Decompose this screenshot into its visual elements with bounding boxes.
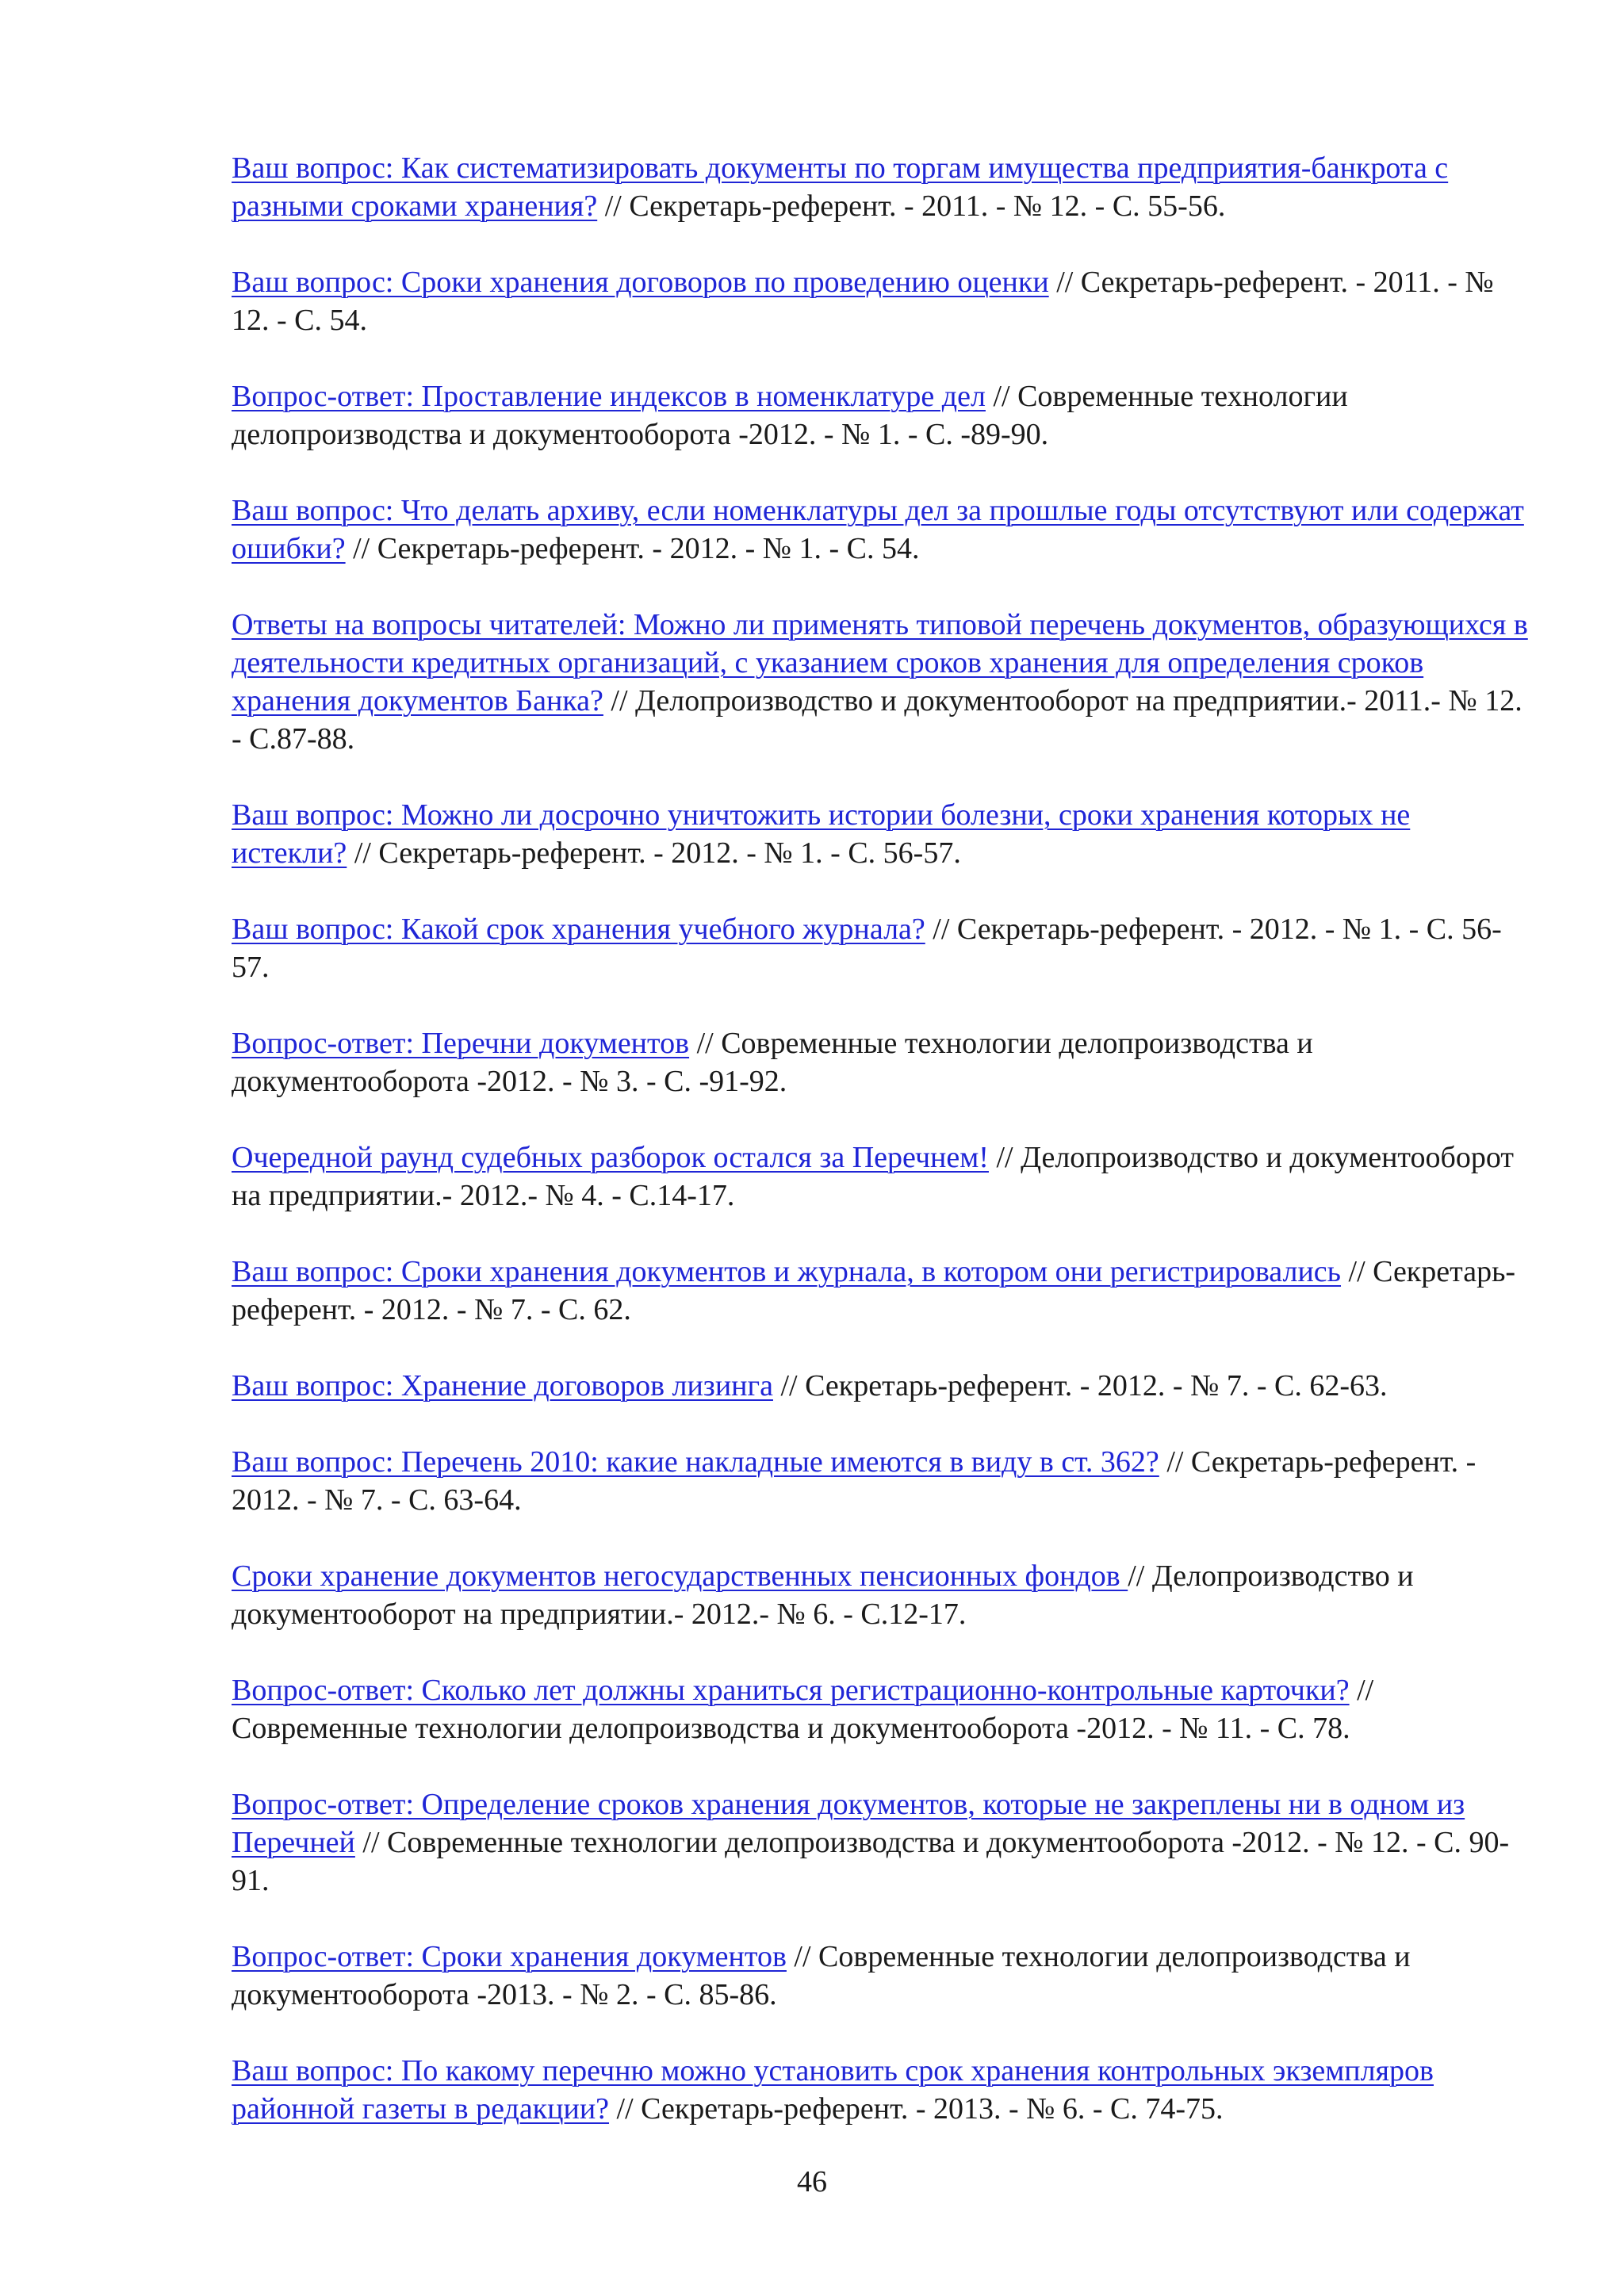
entry-source: // Современные технологии делопроизводства и документооборота -2012. - № 3. - С. -91-92. (232, 1027, 1313, 1098)
entry-link[interactable]: Ваш вопрос: Какой срок хранения учебного журнала? (232, 913, 925, 946)
entry-link[interactable]: Вопрос-ответ: Перечни документов (232, 1027, 690, 1060)
entry-link[interactable]: Сроки хранение документов негосударственных пенсионных фондов (232, 1559, 1128, 1593)
entry-link[interactable]: Ответы на вопросы читателей: Можно ли применять типовой перечень документов, образующихся в деятельности кредитных организаций, с указанием сроков хранения для определения сроков хранения документов Банка? (232, 608, 1528, 718)
bibliography-entry (232, 1253, 1532, 1329)
entry-link[interactable]: Ваш вопрос: Сроки хранения договоров по проведению оценки (232, 266, 1049, 299)
entry-source: // Делопроизводство и документооборот на предприятии.- 2012.- № 6. - С.12-17. (232, 1559, 1414, 1631)
entry-source: // Секретарь-референт. - 2013. - № 6. - С. 74-75. (609, 2092, 1224, 2126)
entry-source: // Секретарь-референт. - 2012. - № 7. - С. 62. (232, 1255, 1516, 1326)
entry-link[interactable]: Ваш вопрос: Можно ли досрочно уничтожить истории болезни, сроки хранения которых не истекли? (232, 798, 1411, 870)
bibliography-entry (232, 1367, 1532, 1405)
bibliography-entry (232, 1443, 1532, 1519)
entry-source: // Секретарь-референт. - 2011. - № 12. - С. 55-56. (597, 189, 1226, 223)
entry-link[interactable]: Вопрос-ответ: Сколько лет должны храниться регистрационно-контрольные карточки? (232, 1674, 1350, 1707)
entry-link[interactable]: Ваш вопрос: Что делать архиву, если номенклатуры дел за прошлые годы отсутствуют или содержат ошибки? (232, 494, 1524, 565)
bibliography-entry (232, 492, 1532, 568)
entry-source: // Секретарь-референт. - 2012. - № 7. - С. 62-63. (772, 1369, 1388, 1402)
bibliography-entry (232, 796, 1532, 872)
bibliography-entry (232, 1557, 1532, 1633)
entry-source: // Делопроизводство и документооборот на предприятии.- 2012.- № 4. - С.14-17. (232, 1141, 1514, 1212)
entry-source: // Современные технологии делопроизводства и документооборота -2012. - № 1. - С. -89-90. (232, 380, 1348, 451)
entry-link[interactable]: Ваш вопрос: По какому перечню можно установить срок хранения контрольных экземпляров районной газеты в редакции? (232, 2054, 1434, 2126)
bibliography-entry (232, 606, 1532, 758)
bibliography-entry (232, 2052, 1532, 2128)
bibliography-entry (232, 149, 1532, 225)
bibliography-entry (232, 910, 1532, 986)
bibliography-entry (232, 377, 1532, 453)
entry-link[interactable]: Ваш вопрос: Сроки хранения документов и журнала, в котором они регистрировались (232, 1255, 1342, 1288)
bibliography-entry (232, 263, 1532, 339)
entry-source: // Секретарь-референт. - 2012. - № 1. - С. 56-57. (347, 836, 961, 870)
entry-source: // Современные технологии делопроизводства и документооборота -2013. - № 2. - С. 85-86. (232, 1940, 1411, 2011)
entry-link[interactable]: Вопрос-ответ: Проставление индексов в номенклатуре дел (232, 380, 986, 413)
entry-link[interactable]: Очередной раунд судебных разборок остался за Перечнем! (232, 1141, 989, 1174)
bibliography-entry (232, 1938, 1532, 2014)
bibliography-entry (232, 1671, 1532, 1747)
entry-link[interactable]: Ваш вопрос: Хранение договоров лизинга (232, 1369, 773, 1402)
entry-source: // Современные технологии делопроизводства и документооборота -2012. - № 12. - С. 90-91. (232, 1826, 1510, 1897)
bibliography-entry (232, 1785, 1532, 1900)
entry-source: // Секретарь-референт. - 2011. - № 12. - С. 54. (232, 266, 1494, 337)
entry-link[interactable]: Вопрос-ответ: Определение сроков хранения документов, которые не закреплены ни в одном из Перечней (232, 1788, 1465, 1859)
entry-link[interactable]: Ваш вопрос: Как систематизировать документы по торгам имущества предприятия-банкрота с разными сроками хранения? (232, 151, 1449, 223)
document-page (232, 149, 1532, 2166)
entry-source: // Делопроизводство и документооборот на предприятии.- 2011.- № 12. - С.87-88. (232, 684, 1522, 756)
entry-source: // Секретарь-референт. - 2012. - № 7. - С. 63-64. (232, 1445, 1477, 1517)
entry-source: // Современные технологии делопроизводства и документооборота -2012. - № 11. - С. 78. (232, 1674, 1374, 1745)
entry-source: // Секретарь-референт. - 2012. - № 1. - С. 54. (345, 532, 920, 565)
entry-link[interactable]: Ваш вопрос: Перечень 2010: какие накладные имеются в виду в ст. 362? (232, 1445, 1159, 1479)
bibliography-entry (232, 1024, 1532, 1100)
bibliography-entry (232, 1138, 1532, 1215)
entry-link[interactable]: Вопрос-ответ: Сроки хранения документов (232, 1940, 787, 1973)
entry-source: // Секретарь-референт. - 2012. - № 1. - С. 56-57. (232, 913, 1502, 984)
page-number: 46 (797, 2165, 827, 2198)
